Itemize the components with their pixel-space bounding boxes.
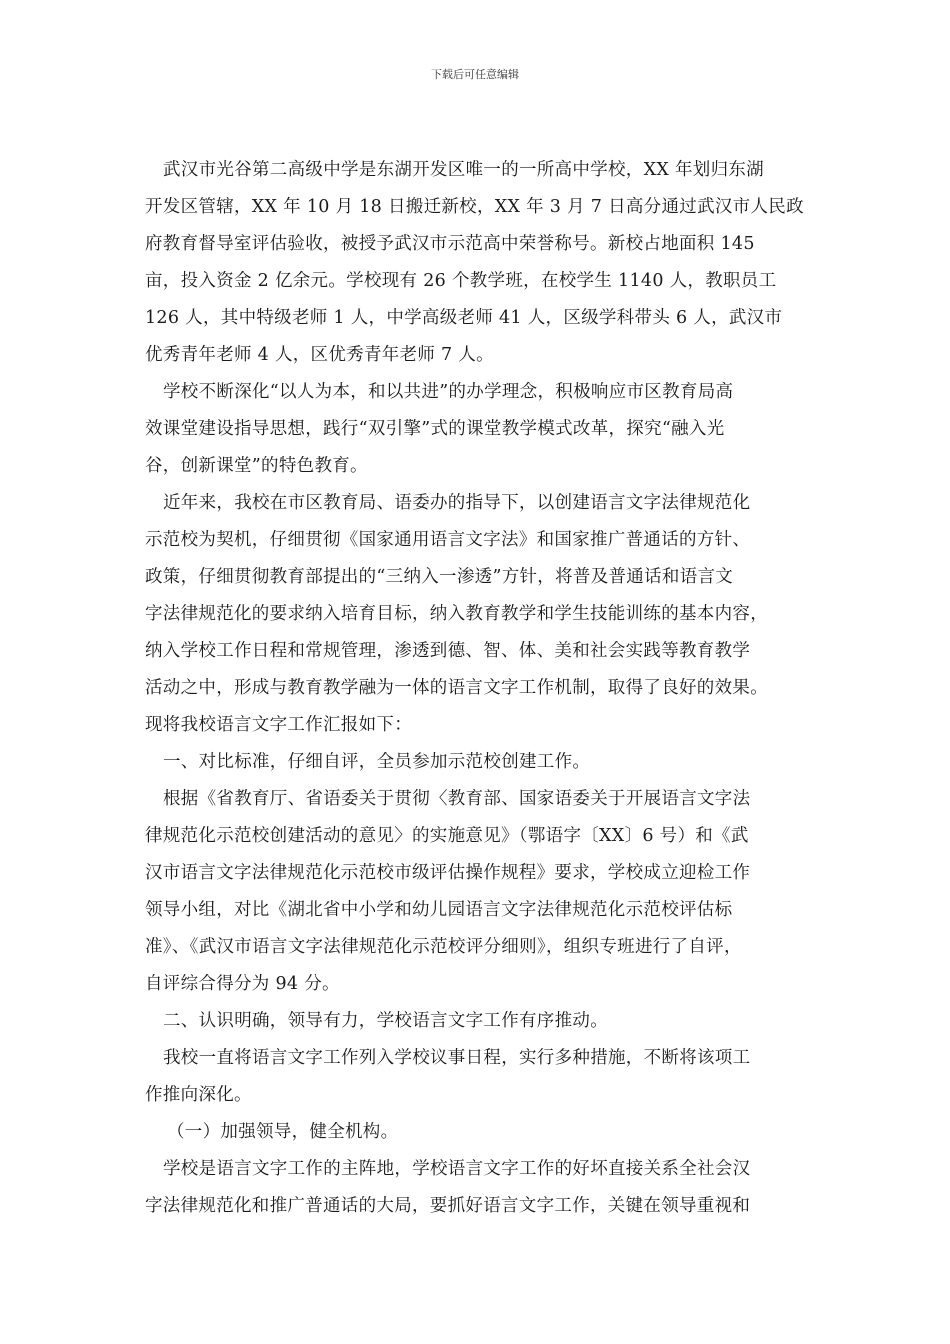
paragraph-line: 作推向深化。 [145, 1085, 252, 1105]
paragraph-line: 126 人，其中特级老师 1 人，中学高级老师 41 人，区级学科带头 6 人，武汉市 [145, 308, 783, 328]
paragraph-line: 政策，仔细贯彻教育部提出的“三纳入一渗透”方针，将普及普通话和语言文 [145, 567, 734, 587]
section-heading: 一、对比标准，仔细自评，全员参加示范校创建工作。 [163, 752, 591, 772]
paragraph-line: 谷，创新课堂”的特色教育。 [145, 456, 368, 476]
subsection-heading: （一）加强领导，健全机构。 [167, 1122, 399, 1142]
paragraph-line: 汉市语言文字法律规范化示范校市级评估操作规程》要求，学校成立迎检工作 [145, 863, 751, 883]
paragraph-line: 开发区管辖，XX 年 10 月 18 日搬迁新校，XX 年 3 月 7 日高分通过武汉市人民政 [145, 197, 804, 217]
paragraph-line: 准》、《武汉市语言文字法律规范化示范校评分细则》，组织专班进行了自评， [145, 937, 742, 957]
paragraph-line: 学校是语言文字工作的主阵地，学校语言文字工作的好坏直接关系全社会汉 [163, 1159, 751, 1179]
paragraph-line: 现将我校语言文字工作汇报如下： [145, 715, 412, 735]
paragraph-line: 自评综合得分为 94 分。 [145, 974, 340, 994]
document-body [145, 155, 810, 1228]
paragraph-line: 近年来，我校在市区教育局、语委办的指导下，以创建语言文字法律规范化 [163, 493, 751, 513]
paragraph-line: 字法律规范化和推广普通话的大局，要抓好语言文字工作，关键在领导重视和 [145, 1196, 751, 1216]
paragraph-line: 活动之中，形成与教育教学融为一体的语言文字工作机制，取得了良好的效果。 [145, 678, 768, 698]
paragraph-line: 府教育督导室评估验收，被授予武汉市示范高中荣誉称号。新校占地面积 145 [145, 234, 755, 254]
paragraph-line: 示范校为契机，仔细贯彻《国家通用语言文字法》和国家推广普通话的方针、 [145, 530, 751, 550]
paragraph-line: 我校一直将语言文字工作列入学校议事日程，实行多种措施，不断将该项工 [163, 1048, 751, 1068]
paragraph-line: 纳入学校工作日程和常规管理，渗透到德、智、体、美和社会实践等教育教学 [145, 641, 751, 661]
paragraph-line: 效课堂建设指导思想，践行“双引擎”式的课堂教学模式改革，探究“融入光 [145, 419, 725, 439]
page-header: 下载后可任意编辑 [431, 68, 519, 81]
section-heading: 二、认识明确，领导有力，学校语言文字工作有序推动。 [163, 1011, 608, 1031]
paragraph-line: 武汉市光谷第二高级中学是东湖开发区唯一的一所高中学校，XX 年划归东湖 [163, 160, 764, 180]
paragraph-line: 领导小组，对比《湖北省中小学和幼儿园语言文字法律规范化示范校评估标 [145, 900, 733, 920]
paragraph-line: 优秀青年老师 4 人，区优秀青年老师 7 人。 [145, 345, 494, 365]
paragraph-line: 亩，投入资金 2 亿余元。学校现有 26 个教学班，在校学生 1140 人，教职员工 [145, 271, 777, 291]
paragraph-line: 字法律规范化的要求纳入培育目标，纳入教育教学和学生技能训练的基本内容， [145, 604, 768, 624]
paragraph-line: 根据《省教育厅、省语委关于贯彻〈教育部、国家语委关于开展语言文字法 [163, 789, 751, 809]
paragraph-line: 律规范化示范校创建活动的意见〉的实施意见》（鄂语字〔XX〕6 号）和《武 [145, 826, 749, 846]
paragraph-line: 学校不断深化“以人为本，和以共进”的办学理念，积极响应市区教育局高 [163, 382, 734, 402]
